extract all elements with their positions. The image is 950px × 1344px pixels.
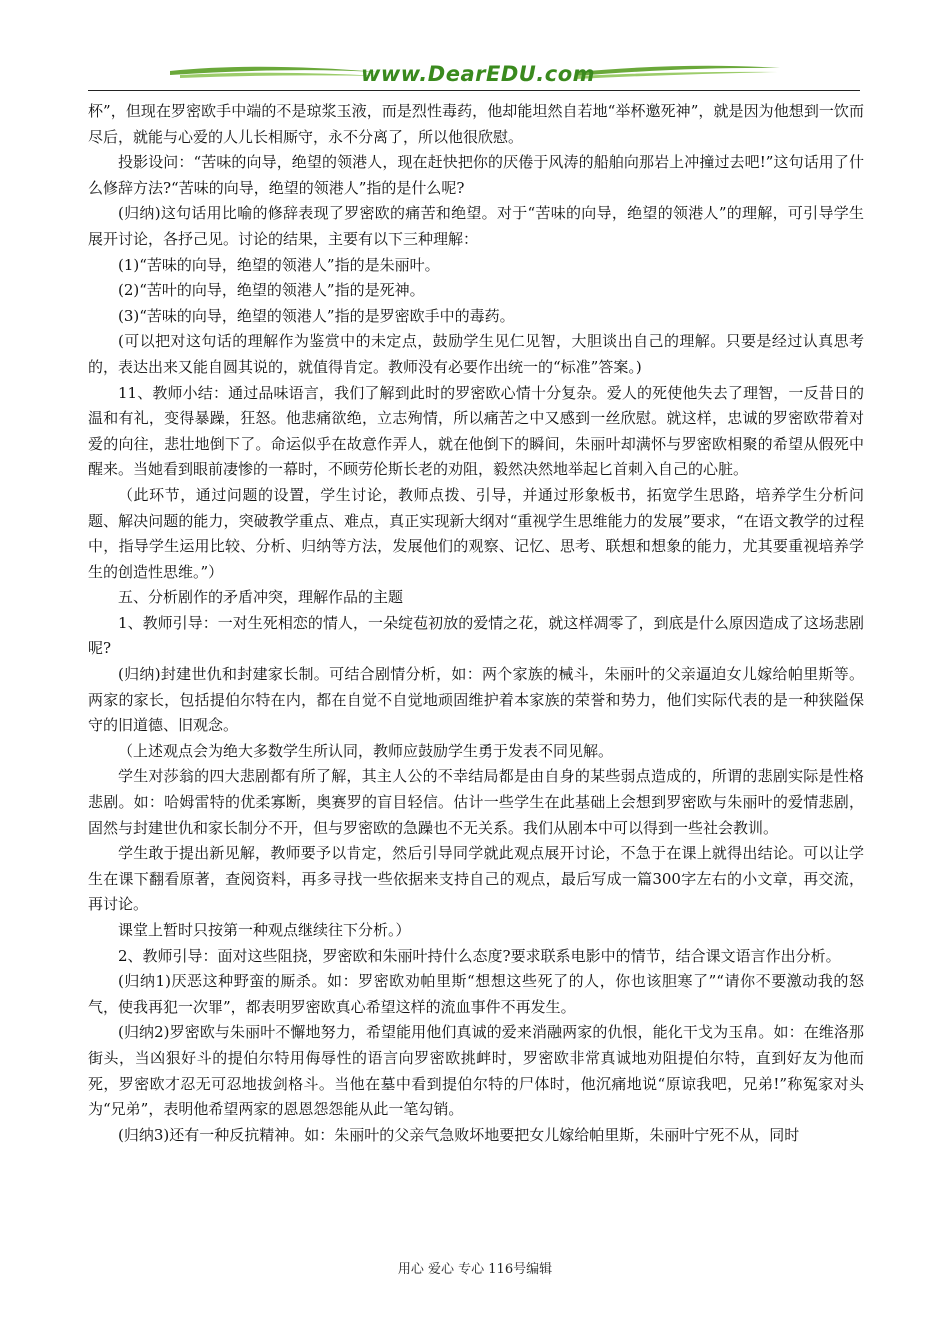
section-heading: 五、分析剧作的矛盾冲突，理解作品的主题 [118,588,404,607]
paragraph: （上述观点会为绝大多数学生所认同，教师应鼓励学生勇于发表不同见解。 [118,741,614,760]
paragraph: 1、教师引导：一对生死相恋的情人，一朵绽苞初放的爱情之花，就这样凋零了，到底是什么原因造成了这场悲剧呢? [88,613,864,658]
document-body [88,99,864,1148]
list-item: (2)“苦叶的向导，绝望的领港人”指的是死神。 [118,281,425,300]
paragraph: 学生敢于提出新见解，教师要予以肯定，然后引导同学就此观点展开讨论，不急于在课上就得出结论。可以让学生在课下翻看原著，查阅资料，再多寻找一些依据来支持自己的观点，最后写成一篇300字左右的小文章，再交流，再讨论。 [88,844,864,914]
paragraph: (可以把对这句话的理解作为鉴赏中的未定点，鼓励学生见仁见智，大胆谈出自己的理解。只要是经过认真思考的，表达出来又能自圆其说的，就值得肯定。教师没有必要作出统一的“标准”答案。) [88,332,864,376]
paragraph: (归纳3)还有一种反抗精神。如：朱丽叶的父亲气急败坏地要把女儿嫁给帕里斯，朱丽叶宁死不从，同时 [118,1125,800,1144]
paragraph: 投影设问：“苦味的向导，绝望的领港人，现在赶快把你的厌倦于风涛的船舶向那岩上冲撞过去吧!”这句话用了什么修辞方法?“苦味的向导，绝望的领港人”指的是什么呢? [88,153,864,197]
paragraph: 课堂上暂时只按第一种观点继续往下分析。） [118,921,411,939]
paragraph: 11、教师小结：通过品味语言，我们了解到此时的罗密欧心情十分复杂。爱人的死使他失去了理智，一反昔日的温和有礼，变得暴躁，狂怒。他悲痛欲绝，立志殉情，所以痛苦之中又感到一丝欣慰。就这样，忠诚的罗密欧带着对爱的向往，悲壮地倒下了。命运似乎在故意作弄人，就在他倒下的瞬间，朱丽叶却满怀与罗密欧相聚的希望从假死中醒来。当她看到眼前凄惨的一幕时，不顾劳伦斯长老的劝阻，毅然决然地举起匕首刺入自己的心脏。 [88,383,864,479]
header-rule [88,90,860,91]
list-item: (1)“苦味的向导，绝望的领港人”指的是朱丽叶。 [118,255,440,274]
paragraph: （此环节，通过问题的设置，学生讨论，教师点拨、引导，并通过形象板书，拓宽学生思路，培养学生分析问题、解决问题的能力，突破教学重点、难点，真正实现新大纲对“重视学生思维能力的发展”要求，“在语文教学的过程中，指导学生运用比较、分析、归纳等方法，发展他们的观察、记忆、思考、联想和想象的能力，尤其要重视培养学生的创造性思维。”） [88,485,864,581]
paragraph: 杯”，但现在罗密欧手中端的不是琼浆玉液，而是烈性毒药，他却能坦然自若地“举杯邀死神”，就是因为他想到一饮而尽后，就能与心爱的人儿长相厮守，永不分离了，所以他很欣慰。 [88,102,864,146]
paragraph: (归纳)这句话用比喻的修辞表现了罗密欧的痛苦和绝望。对于“苦味的向导，绝望的领港人”的理解，可引导学生展开讨论，各抒己见。讨论的结果，主要有以下三种理解： [88,204,864,248]
site-name: www.DearEDU.com [360,62,596,86]
paragraph: 2、教师引导：面对这些阻挠，罗密欧和朱丽叶持什么态度?要求联系电影中的情节，结合课文语言作出分析。 [118,946,841,965]
site-header-banner [88,58,868,98]
list-item: (3)“苦味的向导，绝望的领港人”指的是罗密欧手中的毒药。 [118,306,515,325]
paragraph: 学生对莎翁的四大悲剧都有所了解，其主人公的不幸结局都是由自身的某些弱点造成的，所谓的悲剧实际是性格悲剧。如：哈姆雷特的优柔寡断，奥赛罗的盲目轻信。估计一些学生在此基础上会想到罗密欧与朱丽叶的爱情悲剧，固然与封建世仇和家长制分不开，但与罗密欧的急躁也不无关系。我们从剧本中可以得到一些社会教训。 [88,767,864,837]
paragraph: (归纳1)厌恶这种野蛮的厮杀。如：罗密欧劝帕里斯“想想这些死了的人，你也该胆寒了”“请你不要激动我的怒气，使我再犯一次罪”，都表明罗密欧真心希望这样的流血事件不再发生。 [88,972,864,1016]
paragraph: (归纳2)罗密欧与朱丽叶不懈地努力，希望能用他们真诚的爱来消融两家的仇恨，能化干戈为玉帛。如：在维洛那街头，当凶狠好斗的提伯尔特用侮辱性的语言向罗密欧挑衅时，罗密欧非常真诚地劝阻提伯尔特，直到好友为他而死，罗密欧才忍无可忍地拔剑格斗。当他在墓中看到提伯尔特的尸体时，他沉痛地说“原谅我吧，兄弟!”称冤家对头为“兄弟”，表明他希望两家的恩恩怨怨能从此一笔勾销。 [88,1023,864,1119]
page-footer: 用心 爱心 专心 116号编辑 [397,1262,553,1277]
paragraph: (归纳)封建世仇和封建家长制。可结合剧情分析，如：两个家族的械斗，朱丽叶的父亲逼迫女儿嫁给帕里斯等。两家的家长，包括提伯尔特在内，都在自觉不自觉地顽固维护着本家族的荣誉和势力，他们实际代表的是一种狭隘保守的旧道德、旧观念。 [88,665,864,735]
